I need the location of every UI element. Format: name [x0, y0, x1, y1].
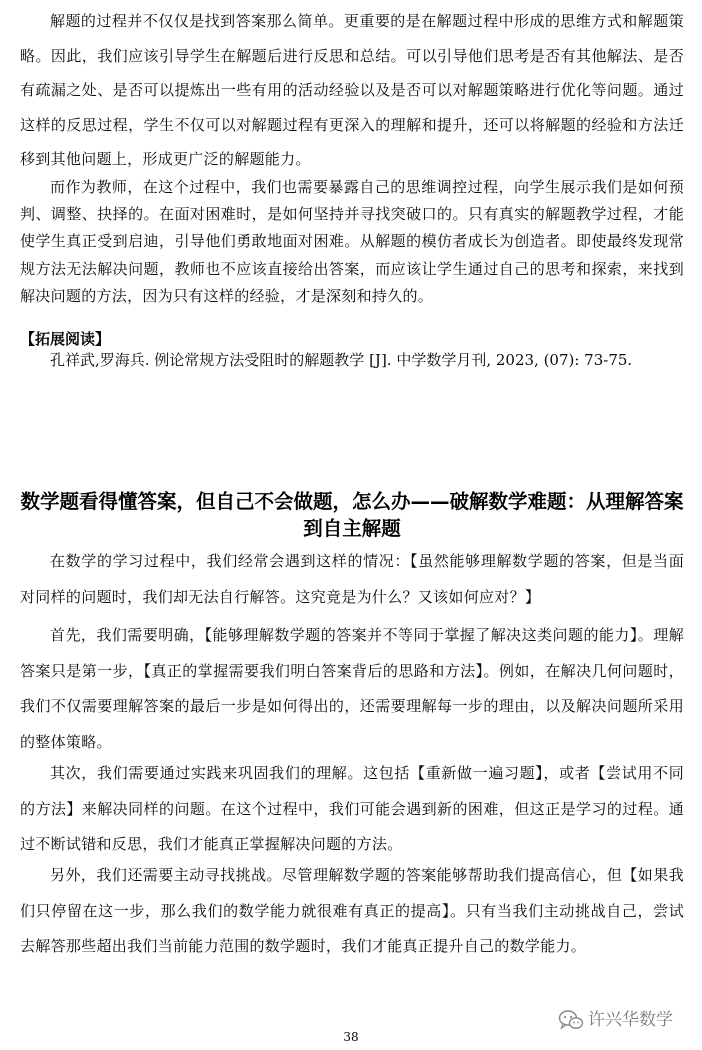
- paragraph-reflection: 解题的过程并不仅仅是找到答案那么简单。更重要的是在解题过程中形成的思维方式和解题策略。因此，我们应该引导学生在解题后进行反思和总结。可以引导他们思考是否有其他解法、是否有疏漏之处、是否可以提炼出一些有用的活动经验以及是否可以对解题策略进行优化等问题。通过这样的反思过程，学生不仅可以对解题过程有更深入的理解和提升，还可以将解题的经验和方法迁移到其他问题上，形成更广泛的解题能力。: [20, 12, 684, 168]
- wechat-icon: [558, 1009, 584, 1031]
- watermark: [558, 1009, 673, 1031]
- paragraph-intro: 在数学的学习过程中，我们经常会遇到这样的情况：【虽然能够理解数学题的答案，但是当面对同样的问题时，我们却无法自行解答。这究竟是为什么？又该如何应对？】: [20, 552, 684, 606]
- paragraph-second: 其次，我们需要通过实践来巩固我们的理解。这包括【重新做一遍习题】，或者【尝试用不同的方法】来解决同样的问题。在这个过程中，我们可能会遇到新的困难，但这正是学习的过程。通过不断试错和反思，我们才能真正掌握解决问题的方法。: [20, 764, 684, 854]
- page-number: 38: [343, 1030, 359, 1044]
- paragraph-teacher-role: 而作为教师，在这个过程中，我们也需要暴露自己的思维调控过程，向学生展示我们是如何预判、调整、抉择的。在面对困难时，是如何坚持并寻找突破口的。只有真实的解题教学过程，才能使学生真正受到启迪，引导他们勇敢地面对困难。从解题的模仿者成长为创造者。即使最终发现常规方法无法解决问题，教师也不应该直接给出答案，而应该让学生通过自己的思考和探索，来找到解决问题的方法，因为只有这样的经验，才是深刻和持久的。: [20, 178, 684, 305]
- paragraph-third: 另外，我们还需要主动寻找挑战。尽管理解数学题的答案能够帮助我们提高信心，但【如果我们只停留在这一步，那么我们的数学能力就很难有真正的提高】。只有当我们主动挑战自己，尝试去解答那些超出我们当前能力范围的数学题时，我们才能真正提升自己的数学能力。: [20, 866, 684, 956]
- paragraph-first: 首先，我们需要明确，【能够理解数学题的答案并不等同于掌握了解决这类问题的能力】。理解答案只是第一步，【真正的掌握需要我们明白答案背后的思路和方法】。例如，在解决几何问题时，我们不仅需要理解答案的最后一步是如何得出的，还需要理解每一步的理由，以及解决问题所采用的整体策略。: [20, 626, 684, 751]
- extended-reading-heading: 【拓展阅读】: [20, 330, 111, 348]
- reference-citation: 孔祥武,罗海兵. 例论常规方法受阻时的解题教学 [J]. 中学数学月刊, 2023, (07): 73-75.: [50, 351, 633, 369]
- watermark-text: 许兴华数学: [588, 1010, 673, 1030]
- article-title: 数学题看得懂答案，但自己不会做题，怎么办——破解数学难题：从理解答案到自主解题: [20, 490, 684, 540]
